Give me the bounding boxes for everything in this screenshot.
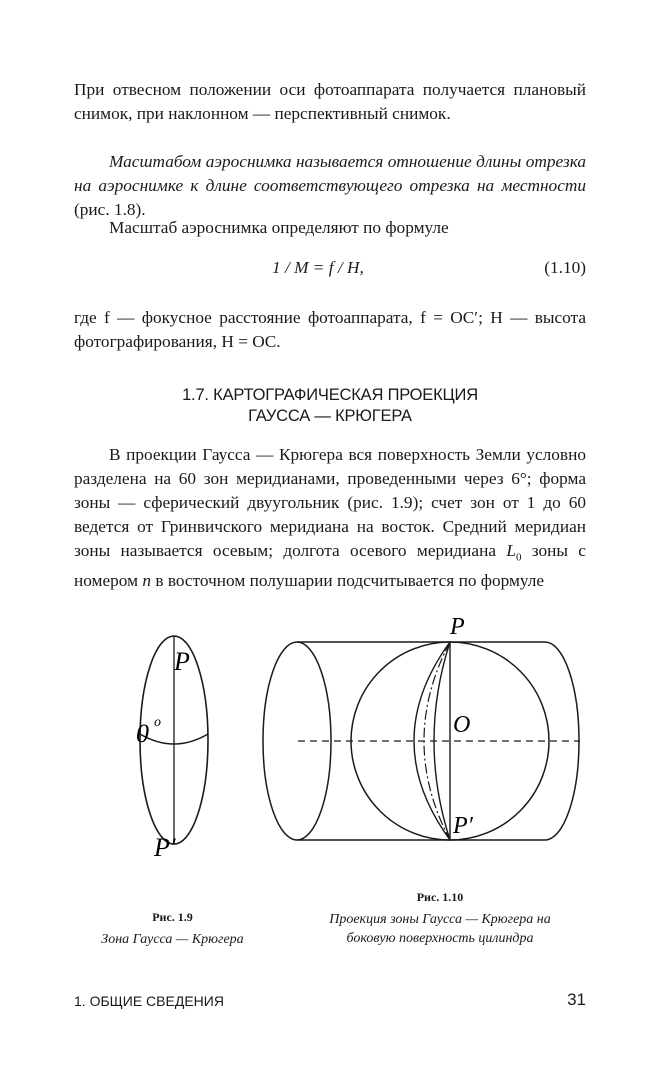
zone-pole-bottom-label: P′	[154, 833, 176, 862]
paragraph-formula-legend: где f — фокусное расстояние фотоаппарата, f = OC′; H — высота фотографирования, H = OC.	[74, 308, 586, 351]
zone-equator-label: 0	[136, 719, 149, 748]
paragraph-gauss-kruger	[74, 443, 586, 593]
section-heading	[74, 385, 586, 427]
gk-text-c: в восточном полушарии подсчитывается по формуле	[151, 571, 545, 591]
caption-fig-1-10-title-2: боковую поверхность цилиндра	[346, 931, 534, 946]
formula-expression: 1 / M = f / H,	[272, 258, 364, 277]
caption-fig-1-10-title-1: Проекция зоны Гаусса — Крюгера на	[329, 912, 551, 927]
zone-degree-label: o	[154, 715, 161, 730]
gk-var-n: n	[142, 571, 152, 591]
scale-definition-ref: (рис. 1.8).	[74, 200, 146, 219]
footer-chapter: 1. ОБЩИЕ СВЕДЕНИЯ	[74, 993, 224, 1009]
caption-fig-1-10	[290, 888, 590, 948]
caption-fig-1-9-label: Рис. 1.9	[152, 910, 193, 924]
page-number: 31	[567, 990, 586, 1009]
cylinder-pole-bottom-label: P′	[453, 813, 473, 839]
paragraph-scale-definition	[74, 150, 586, 222]
caption-fig-1-9	[80, 908, 265, 949]
paragraph-scale-formula-intro: Масштаб аэроснимка определяют по формуле	[109, 218, 449, 237]
cylinder-center-label: O	[453, 712, 471, 738]
gk-var-l: L	[506, 541, 516, 560]
formula-1-10	[74, 258, 586, 284]
gk-text-b: зоны с номером	[74, 541, 586, 591]
gk-var-sub: 0	[515, 551, 522, 564]
figure-1-9-zone	[120, 630, 230, 870]
zone-pole-top-label: P	[174, 647, 190, 676]
gk-text-a: В проекции Гаусса — Крюгера вся поверхность Земли условно разделена на 60 зон меридианами, проведенными через 6°; форма зоны — сферический двуугольник (рис. 1.9); счет зон от 1 до 60 ведется от Гринвичского меридиана на восток. Средний меридиан зоны называется осевым; долгота осевого меридиана	[74, 445, 586, 560]
cylinder-pole-top-label: P	[450, 614, 465, 640]
figure-1-10-cylinder	[250, 610, 590, 850]
scale-definition-italic: Масштабом аэроснимка называется отношение длины отрезка на аэроснимке к длине соответствующего отрезка на местности	[74, 152, 586, 195]
cylinder-left-end	[263, 642, 331, 840]
caption-fig-1-9-title: Зона Гаусса — Крюгера	[101, 932, 244, 947]
paragraph-photo-types: При отвесном положении оси фотоаппарата получается плановый снимок, при наклонном — перспективный снимок.	[74, 80, 586, 123]
section-heading-line-1: 1.7. КАРТОГРАФИЧЕСКАЯ ПРОЕКЦИЯ	[182, 386, 478, 404]
formula-number: (1.10)	[544, 258, 586, 277]
section-heading-line-2: ГАУССА — КРЮГЕРА	[248, 407, 412, 425]
caption-fig-1-10-label: Рис. 1.10	[416, 890, 464, 904]
